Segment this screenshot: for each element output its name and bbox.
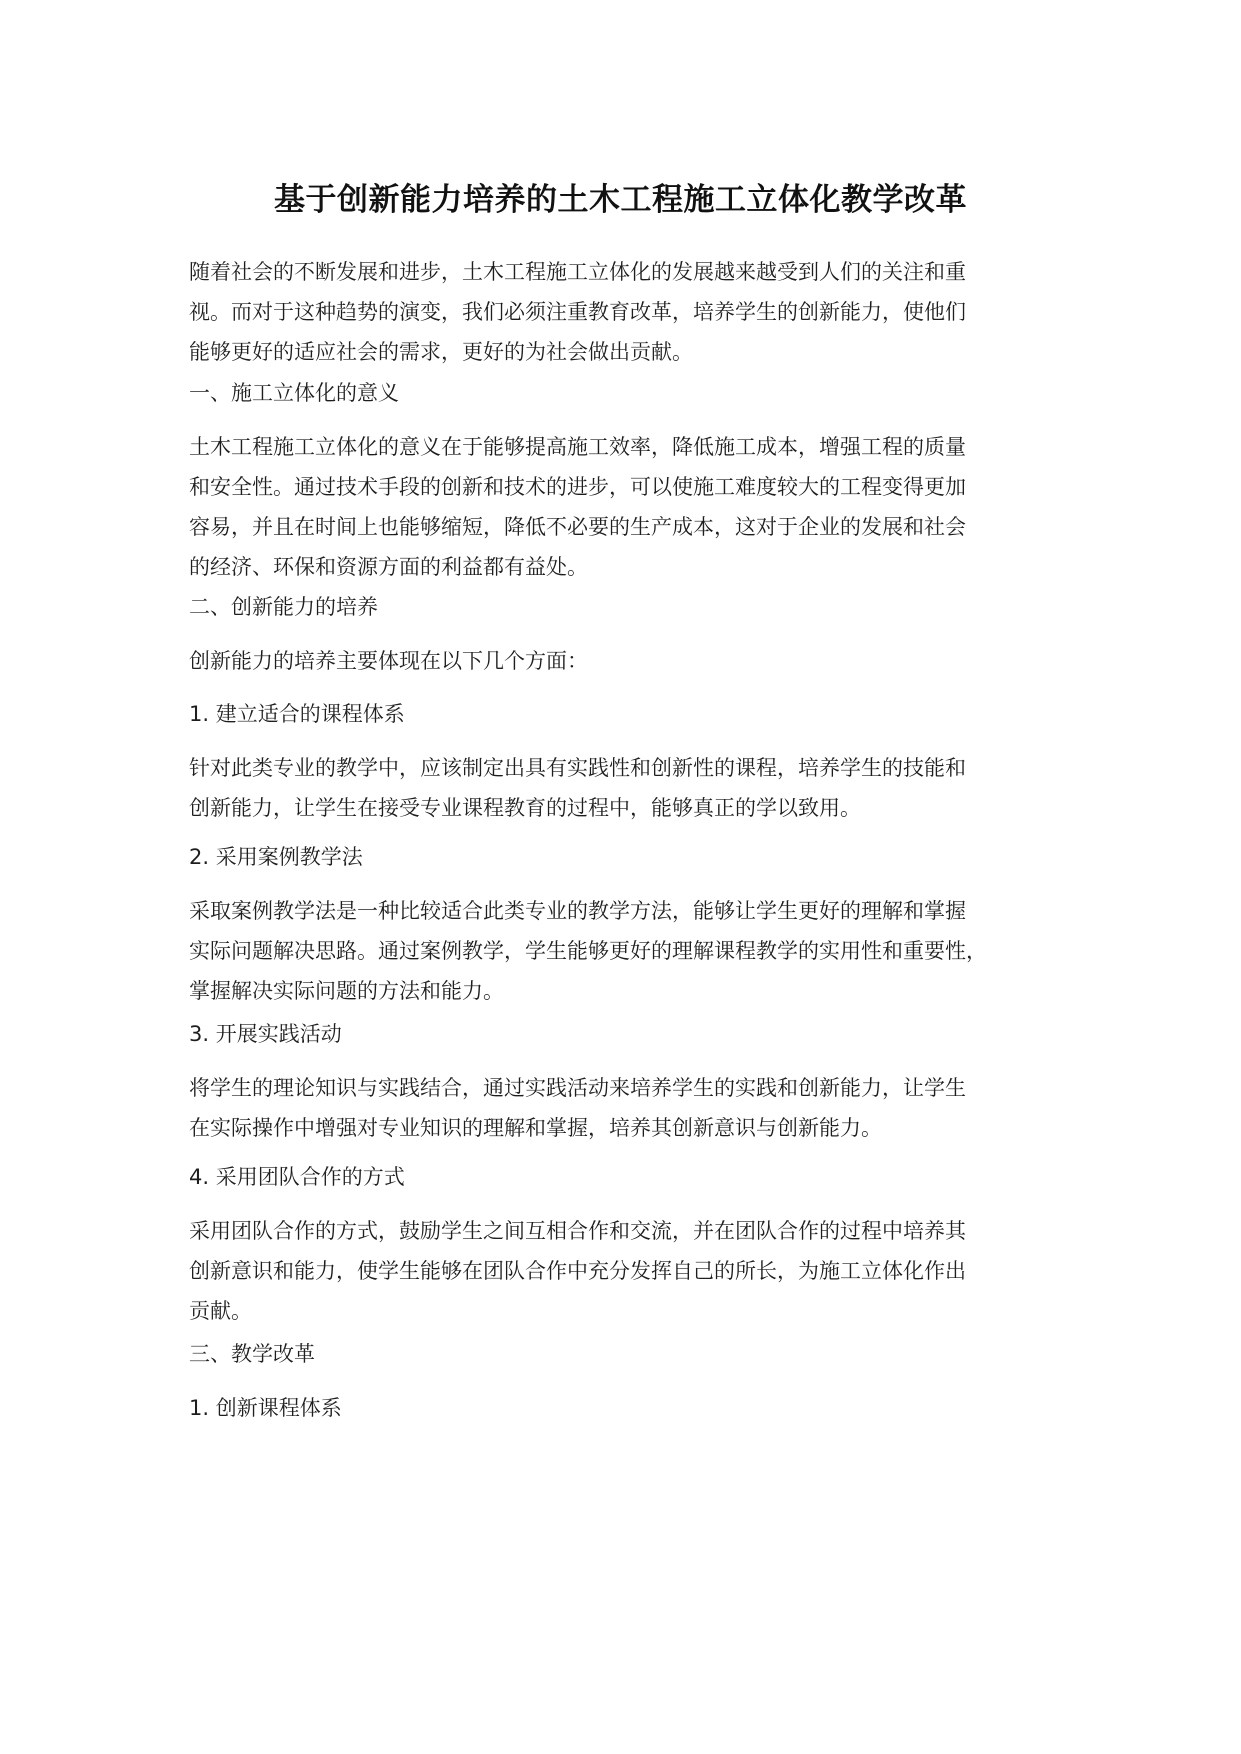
item-2-line: 掌握解决实际问题的方法和能力。 [189,979,504,1003]
section-1-line: 土木工程施工立体化的意义在于能够提高施工效率，降低施工成本，增强工程的质量 [189,435,966,459]
section-1-line: 和安全性。通过技术手段的创新和技术的进步，可以使施工难度较大的工程变得更加 [189,475,966,499]
item-3-line: 在实际操作中增强对专业知识的理解和掌握，培养其创新意识与创新能力。 [189,1116,882,1140]
item-4-line: 创新意识和能力，使学生能够在团队合作中充分发挥自己的所长，为施工立体化作出 [189,1259,966,1283]
item-1-line: 创新能力，让学生在接受专业课程教育的过程中，能够真正的学以致用。 [189,796,861,820]
intro-line: 能够更好的适应社会的需求，更好的为社会做出贡献。 [189,340,693,364]
intro-line: 随着社会的不断发展和进步，土木工程施工立体化的发展越来越受到人们的关注和重 [189,260,966,284]
section-1-line: 的经济、环保和资源方面的利益都有益处。 [189,555,588,579]
item-4-heading: 4. 采用团队合作的方式 [189,1165,405,1189]
section-1-line: 容易，并且在时间上也能够缩短，降低不必要的生产成本，这对于企业的发展和社会 [189,515,966,539]
item-2-paragraph [189,891,1089,1011]
document-title: 基于创新能力培养的土木工程施工立体化教学改革 [274,182,967,218]
item-4-paragraph [189,1211,1089,1331]
section-3-item-1-heading: 1. 创新课程体系 [189,1396,342,1420]
section-1-paragraph [189,427,1089,587]
intro-line: 视。而对于这种趋势的演变，我们必须注重教育改革，培养学生的创新能力，使他们 [189,300,966,324]
section-2-heading: 二、创新能力的培养 [189,595,378,619]
item-3-heading: 3. 开展实践活动 [189,1022,342,1046]
section-3-heading: 三、教学改革 [189,1342,315,1366]
item-3-line: 将学生的理论知识与实践结合，通过实践活动来培养学生的实践和创新能力，让学生 [189,1076,966,1100]
item-4-line: 采用团队合作的方式，鼓励学生之间互相合作和交流，并在团队合作的过程中培养其 [189,1219,966,1243]
item-1-paragraph [189,748,1089,828]
item-2-heading: 2. 采用案例教学法 [189,845,363,869]
item-3-paragraph [189,1068,1089,1148]
item-4-line: 贡献。 [189,1299,252,1323]
item-2-line: 实际问题解决思路。通过案例教学，学生能够更好的理解课程教学的实用性和重要性， [189,939,987,963]
item-2-line: 采取案例教学法是一种比较适合此类专业的教学方法，能够让学生更好的理解和掌握 [189,899,966,923]
section-2-intro: 创新能力的培养主要体现在以下几个方面： [189,649,588,673]
item-1-heading: 1. 建立适合的课程体系 [189,702,405,726]
section-1-heading: 一、施工立体化的意义 [189,381,399,405]
intro-paragraph [189,252,1089,372]
item-1-line: 针对此类专业的教学中，应该制定出具有实践性和创新性的课程，培养学生的技能和 [189,756,966,780]
